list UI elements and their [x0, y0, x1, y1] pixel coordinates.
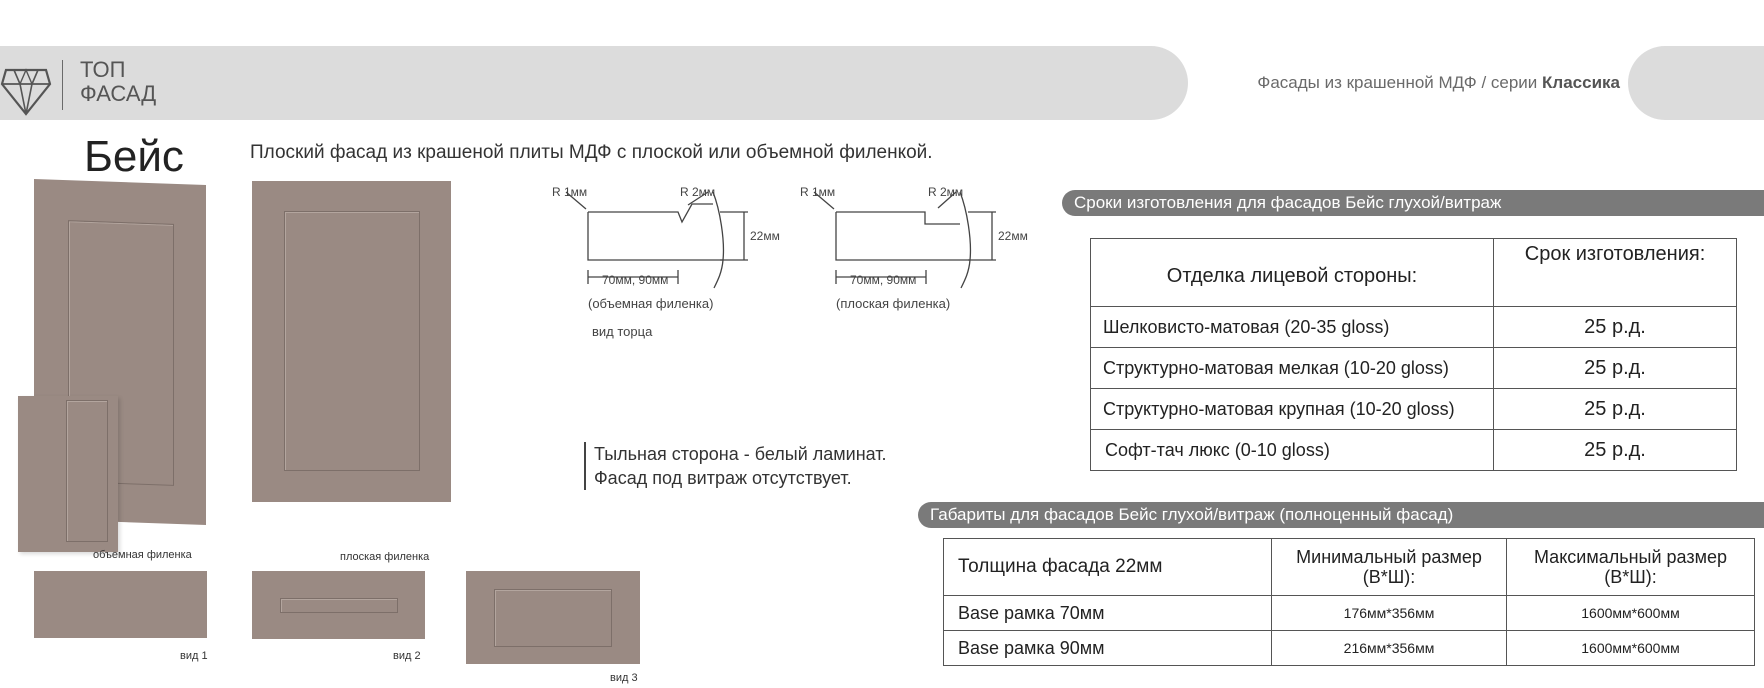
volume-panel-side-image [18, 396, 118, 552]
view-2-image [252, 571, 425, 639]
product-subtitle: Плоский фасад из крашеной плиты МДФ с плоской или объемной филенкой. [250, 142, 933, 163]
dimensions-banner: Габариты для фасадов Бейс глухой/витраж (полноценный фасад) [918, 502, 1764, 528]
caption-volume-panel: объемная филенка [93, 549, 192, 561]
frame-name-cell: Base рамка 90мм [944, 631, 1272, 666]
header-band-right [1628, 46, 1764, 120]
diamond-logo-icon [0, 60, 52, 116]
min-size-cell: 216мм*356мм [1272, 631, 1507, 666]
time-cell: 25 р.д. [1494, 430, 1737, 471]
brand-line-2: ФАСАД [80, 81, 157, 106]
table-row [944, 596, 1755, 631]
breadcrumb[interactable] [1257, 73, 1620, 93]
col-time-header: Срок изготовления: [1494, 239, 1737, 307]
time-cell: 25 р.д. [1494, 348, 1737, 389]
brand-line-1: ТОП [80, 57, 126, 82]
r2-label-flat: R 2мм [928, 185, 964, 199]
frame-name-cell: Base рамка 70мм [944, 596, 1272, 631]
table-row [1091, 348, 1737, 389]
table-header-row [944, 539, 1755, 596]
page-title: Бейс [84, 132, 184, 181]
back-note-line-2: Фасад под витраж отсутствует. [594, 468, 852, 488]
profile-drawings [550, 180, 1050, 340]
caption-flat-panel: плоская филенка [340, 551, 430, 563]
min-size-cell: 176мм*356мм [1272, 596, 1507, 631]
view-1-image [34, 571, 207, 638]
max-size-cell: 1600мм*600мм [1507, 631, 1755, 666]
table-row [1091, 389, 1737, 430]
dimensions-table [943, 538, 1755, 666]
col-min-header: Минимальный размер (В*Ш): [1272, 539, 1507, 596]
brand-name [80, 58, 156, 106]
table-row [1091, 307, 1737, 348]
breadcrumb-prefix: Фасады из крашенной МДФ / серии [1257, 73, 1538, 92]
caption-view-3: вид 3 [610, 672, 638, 684]
end-view-label: вид торца [592, 324, 653, 339]
caption-view-1: вид 1 [180, 650, 208, 662]
view-3-image [466, 571, 640, 664]
r1-label-volume: R 1мм [552, 185, 588, 199]
breadcrumb-series: Классика [1542, 73, 1620, 92]
finish-cell: Софт-тач люкс (0-10 gloss) [1091, 430, 1494, 471]
caption-view-2: вид 2 [393, 650, 421, 662]
col-finish-header: Отделка лицевой стороны: [1091, 239, 1494, 307]
width-label-flat: 70мм, 90мм [850, 273, 917, 287]
col-thickness-header: Толщина фасада 22мм [944, 539, 1272, 596]
back-side-note [584, 442, 887, 490]
table-row [1091, 430, 1737, 471]
flat-panel-image [252, 181, 451, 502]
max-size-cell: 1600мм*600мм [1507, 596, 1755, 631]
col-max-header: Максимальный размер (В*Ш): [1507, 539, 1755, 596]
thickness-label-flat: 22мм [998, 229, 1028, 243]
header-band [0, 46, 1188, 120]
time-cell: 25 р.д. [1494, 307, 1737, 348]
flat-profile-label: (плоская филенка) [836, 296, 951, 311]
finish-cell: Структурно-матовая мелкая (10-20 gloss) [1091, 348, 1494, 389]
volume-profile-label: (объемная филенка) [588, 296, 714, 311]
brand-divider [62, 60, 63, 110]
width-label-volume: 70мм, 90мм [602, 273, 669, 287]
lead-time-banner: Сроки изготовления для фасадов Бейс глухой/витраж [1062, 190, 1764, 216]
table-row [944, 631, 1755, 666]
finish-cell: Структурно-матовая крупная (10-20 gloss) [1091, 389, 1494, 430]
thickness-label-volume: 22мм [750, 229, 780, 243]
table-header-row [1091, 239, 1737, 307]
r2-label-volume: R 2мм [680, 185, 716, 199]
lead-time-table [1090, 238, 1737, 471]
time-cell: 25 р.д. [1494, 389, 1737, 430]
finish-cell: Шелковисто-матовая (20-35 gloss) [1091, 307, 1494, 348]
r1-label-flat: R 1мм [800, 185, 836, 199]
back-note-line-1: Тыльная сторона - белый ламинат. [594, 444, 887, 464]
